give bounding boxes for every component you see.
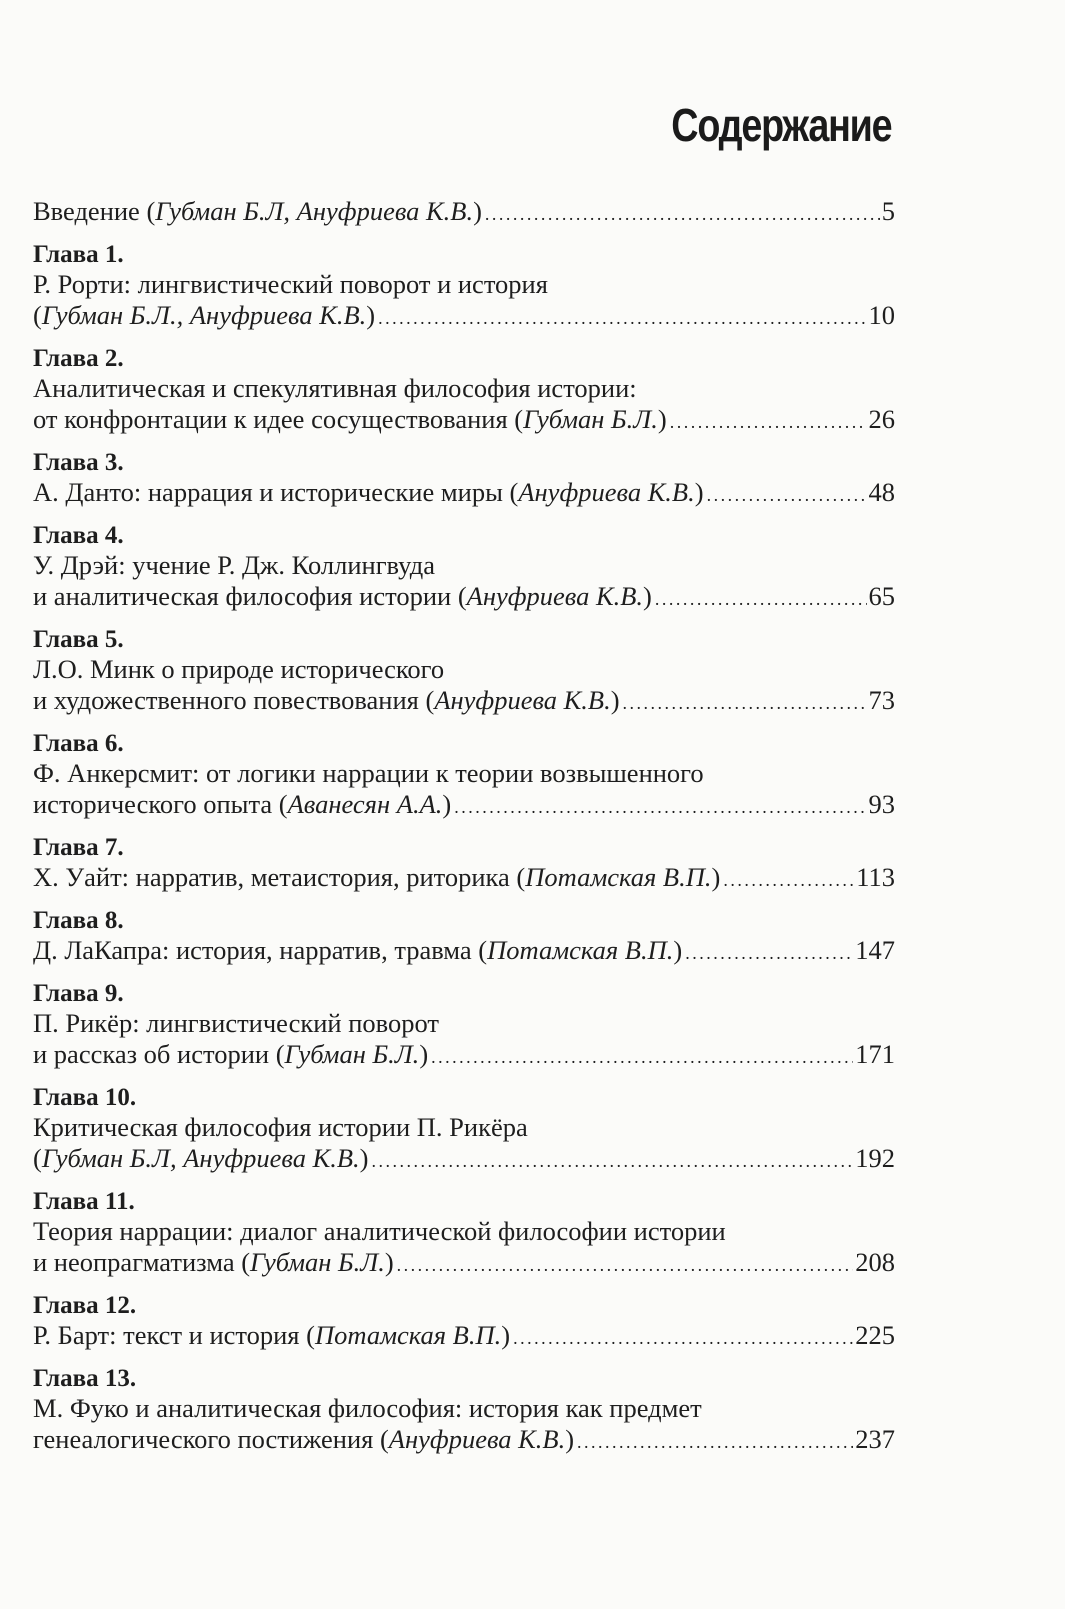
- page-title: Содержание: [670, 99, 891, 151]
- entry-author: Ануфриева К.В.: [434, 685, 611, 715]
- dot-leader: [431, 1042, 853, 1073]
- page-number: 48: [868, 477, 895, 507]
- chapter-label: Глава 4.: [33, 522, 124, 549]
- page-number: 237: [855, 1424, 895, 1454]
- entry-author: Потамская В.П.: [525, 862, 712, 892]
- toc-entry-line: (Губман Б.Л, Ануфриева К.В.) ..... 192: [33, 1143, 895, 1177]
- toc-entry-line: исторического опыта (Аванесян А.А.) ..... 93: [33, 789, 895, 823]
- toc-entry-line: и рассказ об истории (Губман Б.Л.) ..... 171: [33, 1039, 895, 1073]
- toc-entry-chapter-3: [33, 450, 895, 511]
- toc-entry-line: А. Данто: наррация и исторические миры (Ануфриева К.В.) ..... 48: [33, 477, 895, 511]
- entry-author: Губман Б.Л, Ануфриева К.В.: [155, 196, 474, 226]
- toc-entry-chapter-4: [33, 523, 895, 615]
- chapter-title-line: Р. Барт: текст и история: [33, 1320, 300, 1350]
- chapter-label: Глава 1.: [33, 241, 124, 268]
- toc-entry-chapter-8: [33, 908, 895, 969]
- chapter-title-line: от конфронтации к идее сосуществования: [33, 404, 508, 434]
- chapter-title-line: П. Рикёр: лингвистический поворот: [33, 1008, 439, 1038]
- toc-entry-line: (Губман Б.Л., Ануфриева К.В.) ..... 10: [33, 300, 895, 334]
- chapter-title-line: и аналитическая философия истории: [33, 581, 452, 611]
- dot-leader: [485, 199, 880, 230]
- chapter-label: Глава 7.: [33, 834, 124, 861]
- toc-entry-chapter-10: [33, 1085, 895, 1177]
- toc-entry-line: и художественного повествования (Ануфриева К.В.) ..... 73: [33, 685, 895, 719]
- chapter-label: Глава 10.: [33, 1084, 137, 1111]
- page-number: 5: [881, 196, 895, 226]
- chapter-label: Глава 9.: [33, 980, 124, 1007]
- page-number: 93: [868, 789, 895, 819]
- dot-leader: [371, 1146, 853, 1177]
- entry-text: Введение: [33, 196, 140, 226]
- toc-entry-chapter-2: [33, 346, 895, 438]
- entry-author: Ануфриева К.В.: [518, 477, 695, 507]
- dot-leader: [723, 865, 854, 896]
- entry-author: Губман Б.Л, Ануфриева К.В.: [41, 1143, 360, 1173]
- toc-entry-line: Введение (Губман Б.Л, Ануфриева К.В.) ..... 5: [33, 196, 895, 230]
- toc-entry-line: и неопрагматизма (Губман Б.Л.) ..... 208: [33, 1247, 895, 1281]
- dot-leader: [397, 1250, 854, 1281]
- entry-author: Губман Б.Л.: [523, 404, 658, 434]
- toc-entry-line: от конфронтации к идее сосуществования (Губман Б.Л.) ..... 26: [33, 404, 895, 438]
- table-of-contents: [33, 196, 895, 1470]
- page-number: 26: [868, 404, 895, 434]
- dot-leader: [655, 584, 867, 615]
- chapter-label: Глава 12.: [33, 1292, 137, 1319]
- page-number: 225: [855, 1320, 895, 1350]
- page-number: 113: [856, 862, 895, 892]
- chapter-title-line: и рассказ об истории: [33, 1039, 270, 1069]
- chapter-title-line: Критическая философия истории П. Рикёра: [33, 1112, 528, 1142]
- dot-leader: [577, 1427, 853, 1458]
- page-number: 171: [855, 1039, 895, 1069]
- chapter-title-line: А. Данто: наррация и исторические миры: [33, 477, 503, 507]
- toc-entry-chapter-9: [33, 981, 895, 1073]
- toc-entry-chapter-11: [33, 1189, 895, 1281]
- toc-entry-chapter-1: [33, 242, 895, 334]
- toc-entry-chapter-7: [33, 835, 895, 896]
- entry-author: Потамская В.П.: [314, 1320, 502, 1350]
- entry-author: Губман Б.Л., Ануфриева К.В.: [41, 300, 367, 330]
- dot-leader: [513, 1323, 853, 1354]
- toc-entry-line: Х. Уайт: нарратив, метаистория, риторика (Потамская В.П.) ..... 113: [33, 862, 895, 896]
- dot-leader: [623, 688, 867, 719]
- toc-entry-chapter-5: [33, 627, 895, 719]
- toc-entry-chapter-6: [33, 731, 895, 823]
- chapter-title-line: Х. Уайт: нарратив, метаистория, риторика: [33, 862, 510, 892]
- page-number: 208: [855, 1247, 895, 1277]
- chapter-label: Глава 3.: [33, 449, 124, 476]
- entry-author: Ануфриева К.В.: [388, 1424, 566, 1454]
- chapter-title-line: исторического опыта: [33, 789, 273, 819]
- chapter-title-line: генеалогического постижения: [33, 1424, 374, 1454]
- chapter-title-line: и художественного повествования: [33, 685, 419, 715]
- toc-entry-line: Р. Барт: текст и история (Потамская В.П.) ..... 225: [33, 1320, 895, 1354]
- toc-entry-line: генеалогического постижения (Ануфриева К.В.) ..... 237: [33, 1424, 895, 1458]
- dot-leader: [707, 480, 867, 511]
- dot-leader: [685, 938, 853, 969]
- entry-author: Ануфриева К.В.: [466, 581, 644, 611]
- chapter-title-line: Ф. Анкерсмит: от логики наррации к теории возвышенного: [33, 758, 704, 788]
- chapter-title-line: Теория наррации: диалог аналитической философии истории: [33, 1216, 726, 1246]
- dot-leader: [378, 303, 866, 334]
- chapter-label: Глава 11.: [33, 1188, 135, 1215]
- chapter-label: Глава 13.: [33, 1365, 137, 1392]
- chapter-label: Глава 2.: [33, 345, 124, 372]
- entry-author: Губман Б.Л.: [250, 1247, 385, 1277]
- chapter-title-line: Д. ЛаКапра: история, нарратив, травма: [33, 935, 472, 965]
- toc-entry-line: Д. ЛаКапра: история, нарратив, травма (Потамская В.П.) ..... 147: [33, 935, 895, 969]
- toc-entry-line: и аналитическая философия истории (Ануфриева К.В.) ..... 65: [33, 581, 895, 615]
- toc-entry-chapter-13: [33, 1366, 895, 1458]
- page-number: 73: [868, 685, 895, 715]
- page-number: 192: [855, 1143, 895, 1173]
- entry-author: Губман Б.Л.: [284, 1039, 420, 1069]
- chapter-title-line: Аналитическая и спекулятивная философия истории:: [33, 373, 637, 403]
- entry-author: Аванесян А.А.: [287, 789, 443, 819]
- chapter-title-line: У. Дрэй: учение Р. Дж. Коллингвуда: [33, 550, 435, 580]
- chapter-title-line: и неопрагматизма: [33, 1247, 235, 1277]
- chapter-list: [33, 242, 895, 1458]
- chapter-label: Глава 6.: [33, 730, 124, 757]
- chapter-label: Глава 5.: [33, 626, 124, 653]
- chapter-title-line: Л.О. Минк о природе исторического: [33, 654, 445, 684]
- entry-author: Потамская В.П.: [487, 935, 674, 965]
- dot-leader: [454, 792, 866, 823]
- chapter-title-line: М. Фуко и аналитическая философия: история как предмет: [33, 1393, 702, 1423]
- dot-leader: [670, 407, 867, 438]
- chapter-label: Глава 8.: [33, 907, 124, 934]
- page-number: 65: [868, 581, 895, 611]
- page-number: 147: [855, 935, 895, 965]
- toc-entry-chapter-12: [33, 1293, 895, 1354]
- page-number: 10: [868, 300, 895, 330]
- toc-entry-intro: [33, 196, 895, 230]
- chapter-title-line: Р. Рорти: лингвистический поворот и история: [33, 269, 548, 299]
